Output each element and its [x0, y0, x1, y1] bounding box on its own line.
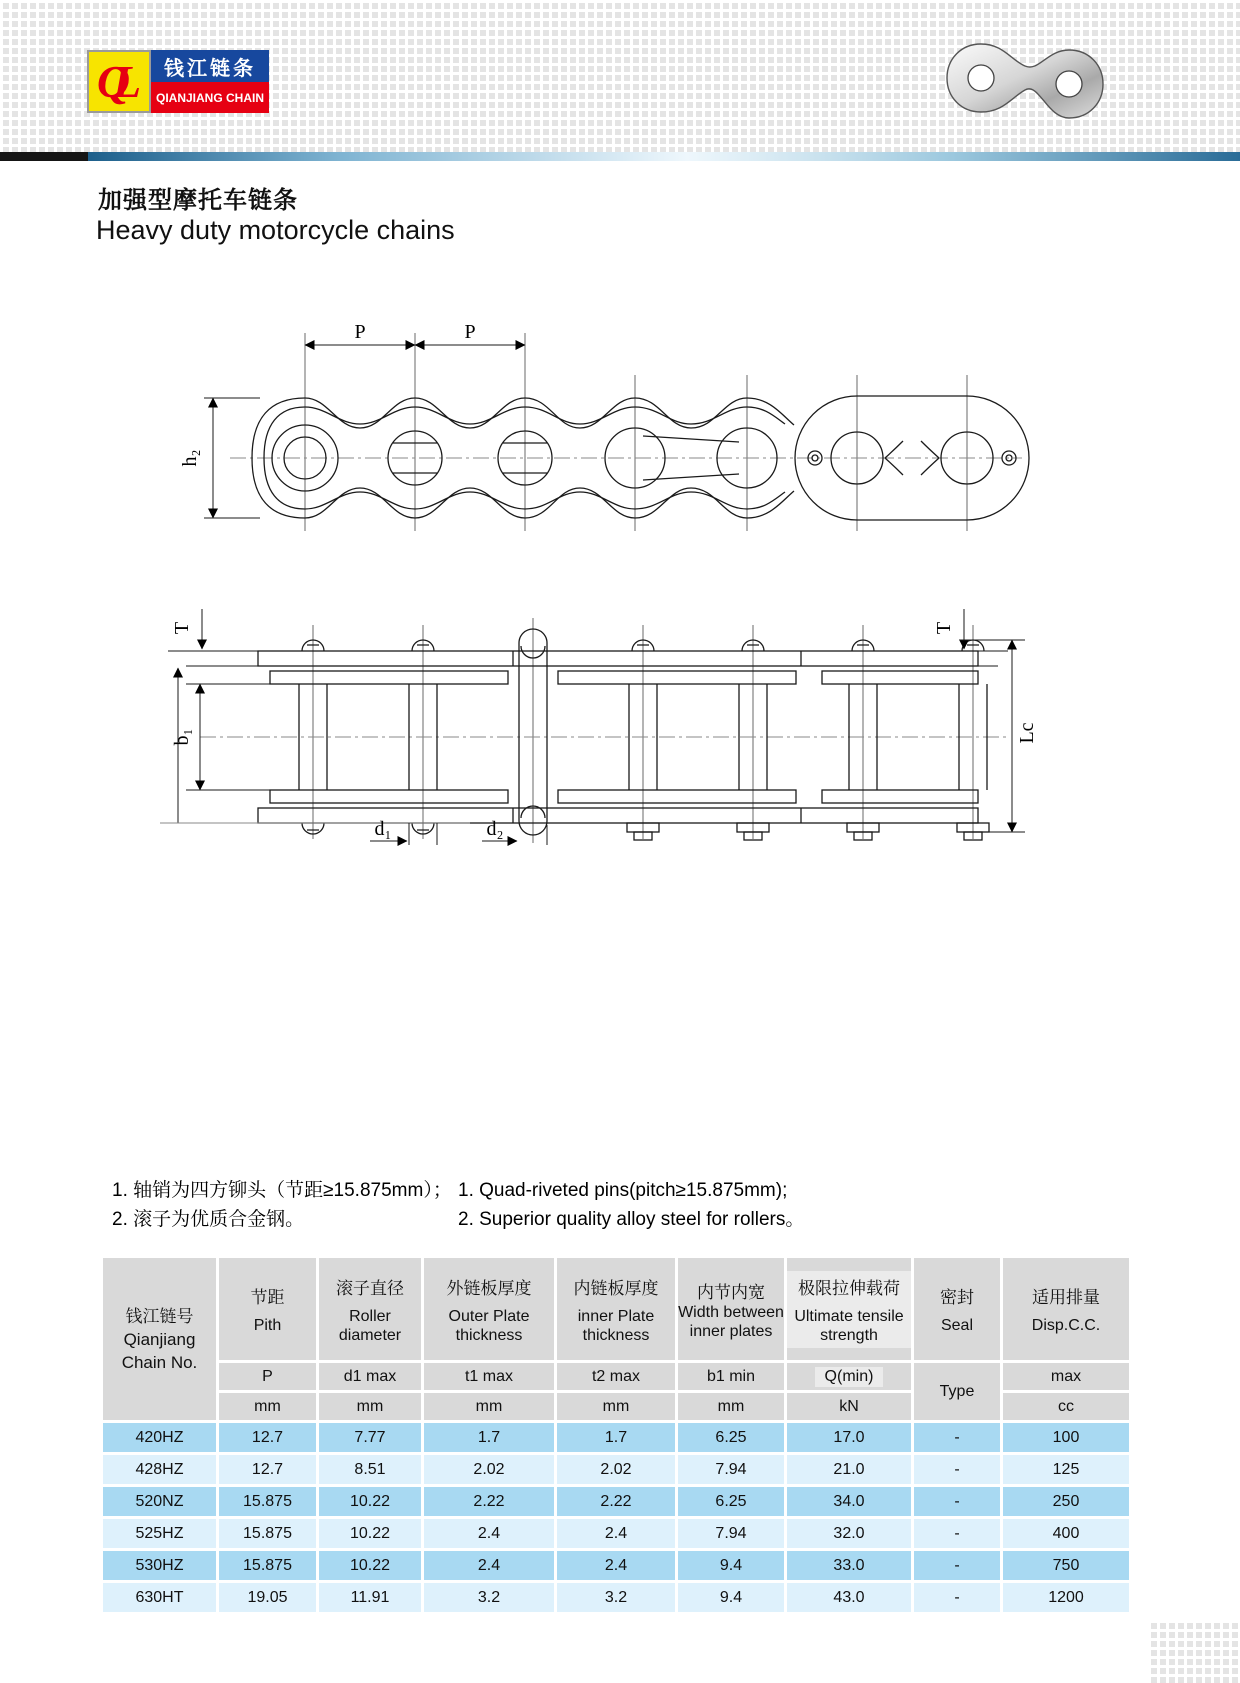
- cell-seal: -: [914, 1455, 1000, 1484]
- t-dimension-left: [160, 609, 470, 823]
- header-chain-no-en2: Chain No.: [121, 1352, 198, 1372]
- cell-displacement: 125: [1003, 1455, 1129, 1484]
- header-chain-no: [103, 1258, 216, 1420]
- unit-q: kN: [787, 1393, 911, 1420]
- cell-ultimate-strength: 32.0: [787, 1519, 911, 1548]
- cell-ultimate-strength: 33.0: [787, 1551, 911, 1580]
- dim-label-p2: P: [464, 321, 476, 343]
- spec-table: [100, 1255, 1132, 1615]
- cell-ultimate-strength: 34.0: [787, 1487, 911, 1516]
- cell-displacement: 1200: [1003, 1583, 1129, 1612]
- d1-dimension: [370, 818, 437, 845]
- header-outer-plate: 外链板厚度 Outer Plate thickness: [424, 1258, 554, 1360]
- cell-width-between: 7.94: [678, 1519, 784, 1548]
- table-row: [103, 1487, 1129, 1516]
- cell-inner-plate: 1.7: [557, 1423, 675, 1452]
- header-ultimate-strength: 极限拉伸载荷 Ultimate tensile strength: [787, 1258, 911, 1360]
- cell-seal: -: [914, 1423, 1000, 1452]
- logo-name-en: QIANJIANG CHAIN: [151, 82, 269, 113]
- cell-outer-plate: 1.7: [424, 1423, 554, 1452]
- cell-inner-plate: 2.4: [557, 1551, 675, 1580]
- cell-outer-plate: 2.02: [424, 1455, 554, 1484]
- plate-hole-right: [1056, 71, 1082, 97]
- logo-text-box: [151, 50, 269, 113]
- cell-chain-no: 530HZ: [103, 1551, 216, 1580]
- subheader-p: P: [219, 1363, 316, 1390]
- header-roller-diameter: 滚子直径 Roller diameter: [319, 1258, 421, 1360]
- cell-displacement: 750: [1003, 1551, 1129, 1580]
- dim-label-d2: d₂: [486, 818, 504, 840]
- notes-chinese: [112, 1176, 452, 1234]
- subheader-t1max: t1 max: [424, 1363, 554, 1390]
- subheader-t2max: t2 max: [557, 1363, 675, 1390]
- rule-bar-black: [0, 152, 88, 161]
- cell-outer-plate: 3.2: [424, 1583, 554, 1612]
- unit-t2: mm: [557, 1393, 675, 1420]
- cell-inner-plate: 2.22: [557, 1487, 675, 1516]
- chain-side-view-drawing: [160, 293, 1040, 531]
- cell-chain-no: 525HZ: [103, 1519, 216, 1548]
- subheader-max: max: [1003, 1363, 1129, 1390]
- header-pitch: 节距 Pith: [219, 1258, 316, 1360]
- cell-roller-diameter: 11.91: [319, 1583, 421, 1612]
- table-body: [103, 1423, 1129, 1612]
- cell-pitch: 15.875: [219, 1551, 316, 1580]
- cell-width-between: 9.4: [678, 1551, 784, 1580]
- cell-outer-plate: 2.4: [424, 1519, 554, 1548]
- table-row: [103, 1551, 1129, 1580]
- cell-pitch: 12.7: [219, 1423, 316, 1452]
- unit-cc: cc: [1003, 1393, 1129, 1420]
- cell-inner-plate: 2.02: [557, 1455, 675, 1484]
- brand-logo: [87, 50, 269, 113]
- header-seal: 密封 Seal: [914, 1258, 1000, 1360]
- spec-table-wrap: [100, 1255, 1132, 1615]
- pitch-centerlines: [305, 333, 967, 531]
- plate-hole-left: [968, 65, 994, 91]
- table-row: [103, 1455, 1129, 1484]
- header-inner-plate: 内链板厚度 inner Plate thickness: [557, 1258, 675, 1360]
- pin-heads: [302, 640, 989, 840]
- cell-ultimate-strength: 21.0: [787, 1455, 911, 1484]
- note-cn-1: 1. 轴销为四方铆头（节距≥15.875mm）；: [112, 1180, 452, 1201]
- cell-roller-diameter: 7.77: [319, 1423, 421, 1452]
- header-displacement: 适用排量 Disp.C.C.: [1003, 1258, 1129, 1360]
- cell-chain-no: 428HZ: [103, 1455, 216, 1484]
- cell-ultimate-strength: 17.0: [787, 1423, 911, 1452]
- t-dimension-right: [933, 609, 1008, 666]
- cell-width-between: 6.25: [678, 1487, 784, 1516]
- unit-t1: mm: [424, 1393, 554, 1420]
- cell-roller-diameter: 10.22: [319, 1551, 421, 1580]
- cell-displacement: 250: [1003, 1487, 1129, 1516]
- notes-english: [458, 1176, 804, 1234]
- cell-outer-plate: 2.4: [424, 1551, 554, 1580]
- cell-chain-no: 520NZ: [103, 1487, 216, 1516]
- cell-roller-diameter: 10.22: [319, 1519, 421, 1548]
- cell-inner-plate: 2.4: [557, 1519, 675, 1548]
- table-row: [103, 1519, 1129, 1548]
- cell-chain-no: 630HT: [103, 1583, 216, 1612]
- cell-width-between: 6.25: [678, 1423, 784, 1452]
- cell-seal: -: [914, 1519, 1000, 1548]
- chain-plate-graphic: [945, 42, 1105, 122]
- page-title-cn: 加强型摩托车链条: [98, 187, 298, 214]
- cell-inner-plate: 3.2: [557, 1583, 675, 1612]
- logo-name-cn: 钱江链条: [151, 50, 269, 82]
- cell-ultimate-strength: 43.0: [787, 1583, 911, 1612]
- logo-monogram-box: [87, 50, 151, 113]
- pin-centerlines: [313, 618, 973, 843]
- dim-label-t-right: T: [933, 621, 955, 635]
- header-chain-no-en1: Qianjiang: [123, 1329, 196, 1349]
- header-chain-no-cn: 钱江链号: [125, 1306, 194, 1326]
- cell-roller-diameter: 8.51: [319, 1455, 421, 1484]
- page-title-en: Heavy duty motorcycle chains: [96, 215, 455, 245]
- dim-label-b1: b₁: [171, 728, 193, 746]
- subheader-qmin: Q(min): [787, 1363, 911, 1390]
- cell-pitch: 19.05: [219, 1583, 316, 1612]
- unit-d1: mm: [319, 1393, 421, 1420]
- cell-pitch: 12.7: [219, 1455, 316, 1484]
- subheader-b1min: b1 min: [678, 1363, 784, 1390]
- note-cn-2: 2. 滚子为优质合金钢。: [112, 1209, 305, 1230]
- dim-label-d1: d₁: [374, 818, 392, 840]
- dim-label-h2: h₂: [179, 449, 201, 467]
- cell-chain-no: 420HZ: [103, 1423, 216, 1452]
- table-row: [103, 1423, 1129, 1452]
- chain-plan-view-drawing: [140, 573, 1090, 848]
- table-row: [103, 1583, 1129, 1612]
- cell-seal: -: [914, 1551, 1000, 1580]
- cell-seal: -: [914, 1583, 1000, 1612]
- header-width-between: 内节内宽 Width between inner plates: [678, 1258, 784, 1360]
- cell-displacement: 400: [1003, 1519, 1129, 1548]
- cell-outer-plate: 2.22: [424, 1487, 554, 1516]
- dim-label-lc: Lc: [1016, 722, 1038, 744]
- cell-pitch: 15.875: [219, 1519, 316, 1548]
- cell-displacement: 100: [1003, 1423, 1129, 1452]
- footer-halftone-block: [1148, 1620, 1240, 1683]
- cell-pitch: 15.875: [219, 1487, 316, 1516]
- dim-label-p1: P: [354, 321, 366, 343]
- subheader-d1max: d1 max: [319, 1363, 421, 1390]
- logo-monogram: QL: [96, 55, 125, 107]
- unit-p: mm: [219, 1393, 316, 1420]
- cell-width-between: 7.94: [678, 1455, 784, 1484]
- unit-b1: mm: [678, 1393, 784, 1420]
- rule-bar-blue: [88, 152, 1240, 161]
- note-en-2: 2. Superior quality alloy steel for rollers。: [458, 1209, 805, 1230]
- h2-dimension: [179, 398, 260, 518]
- subheader-type: Type: [914, 1363, 1000, 1420]
- note-en-1: 1. Quad-riveted pins(pitch≥15.875mm);: [458, 1180, 788, 1201]
- cell-width-between: 9.4: [678, 1583, 784, 1612]
- d2-dimension: [482, 818, 547, 845]
- cell-seal: -: [914, 1487, 1000, 1516]
- dim-label-t-left: T: [171, 621, 193, 635]
- cell-roller-diameter: 10.22: [319, 1487, 421, 1516]
